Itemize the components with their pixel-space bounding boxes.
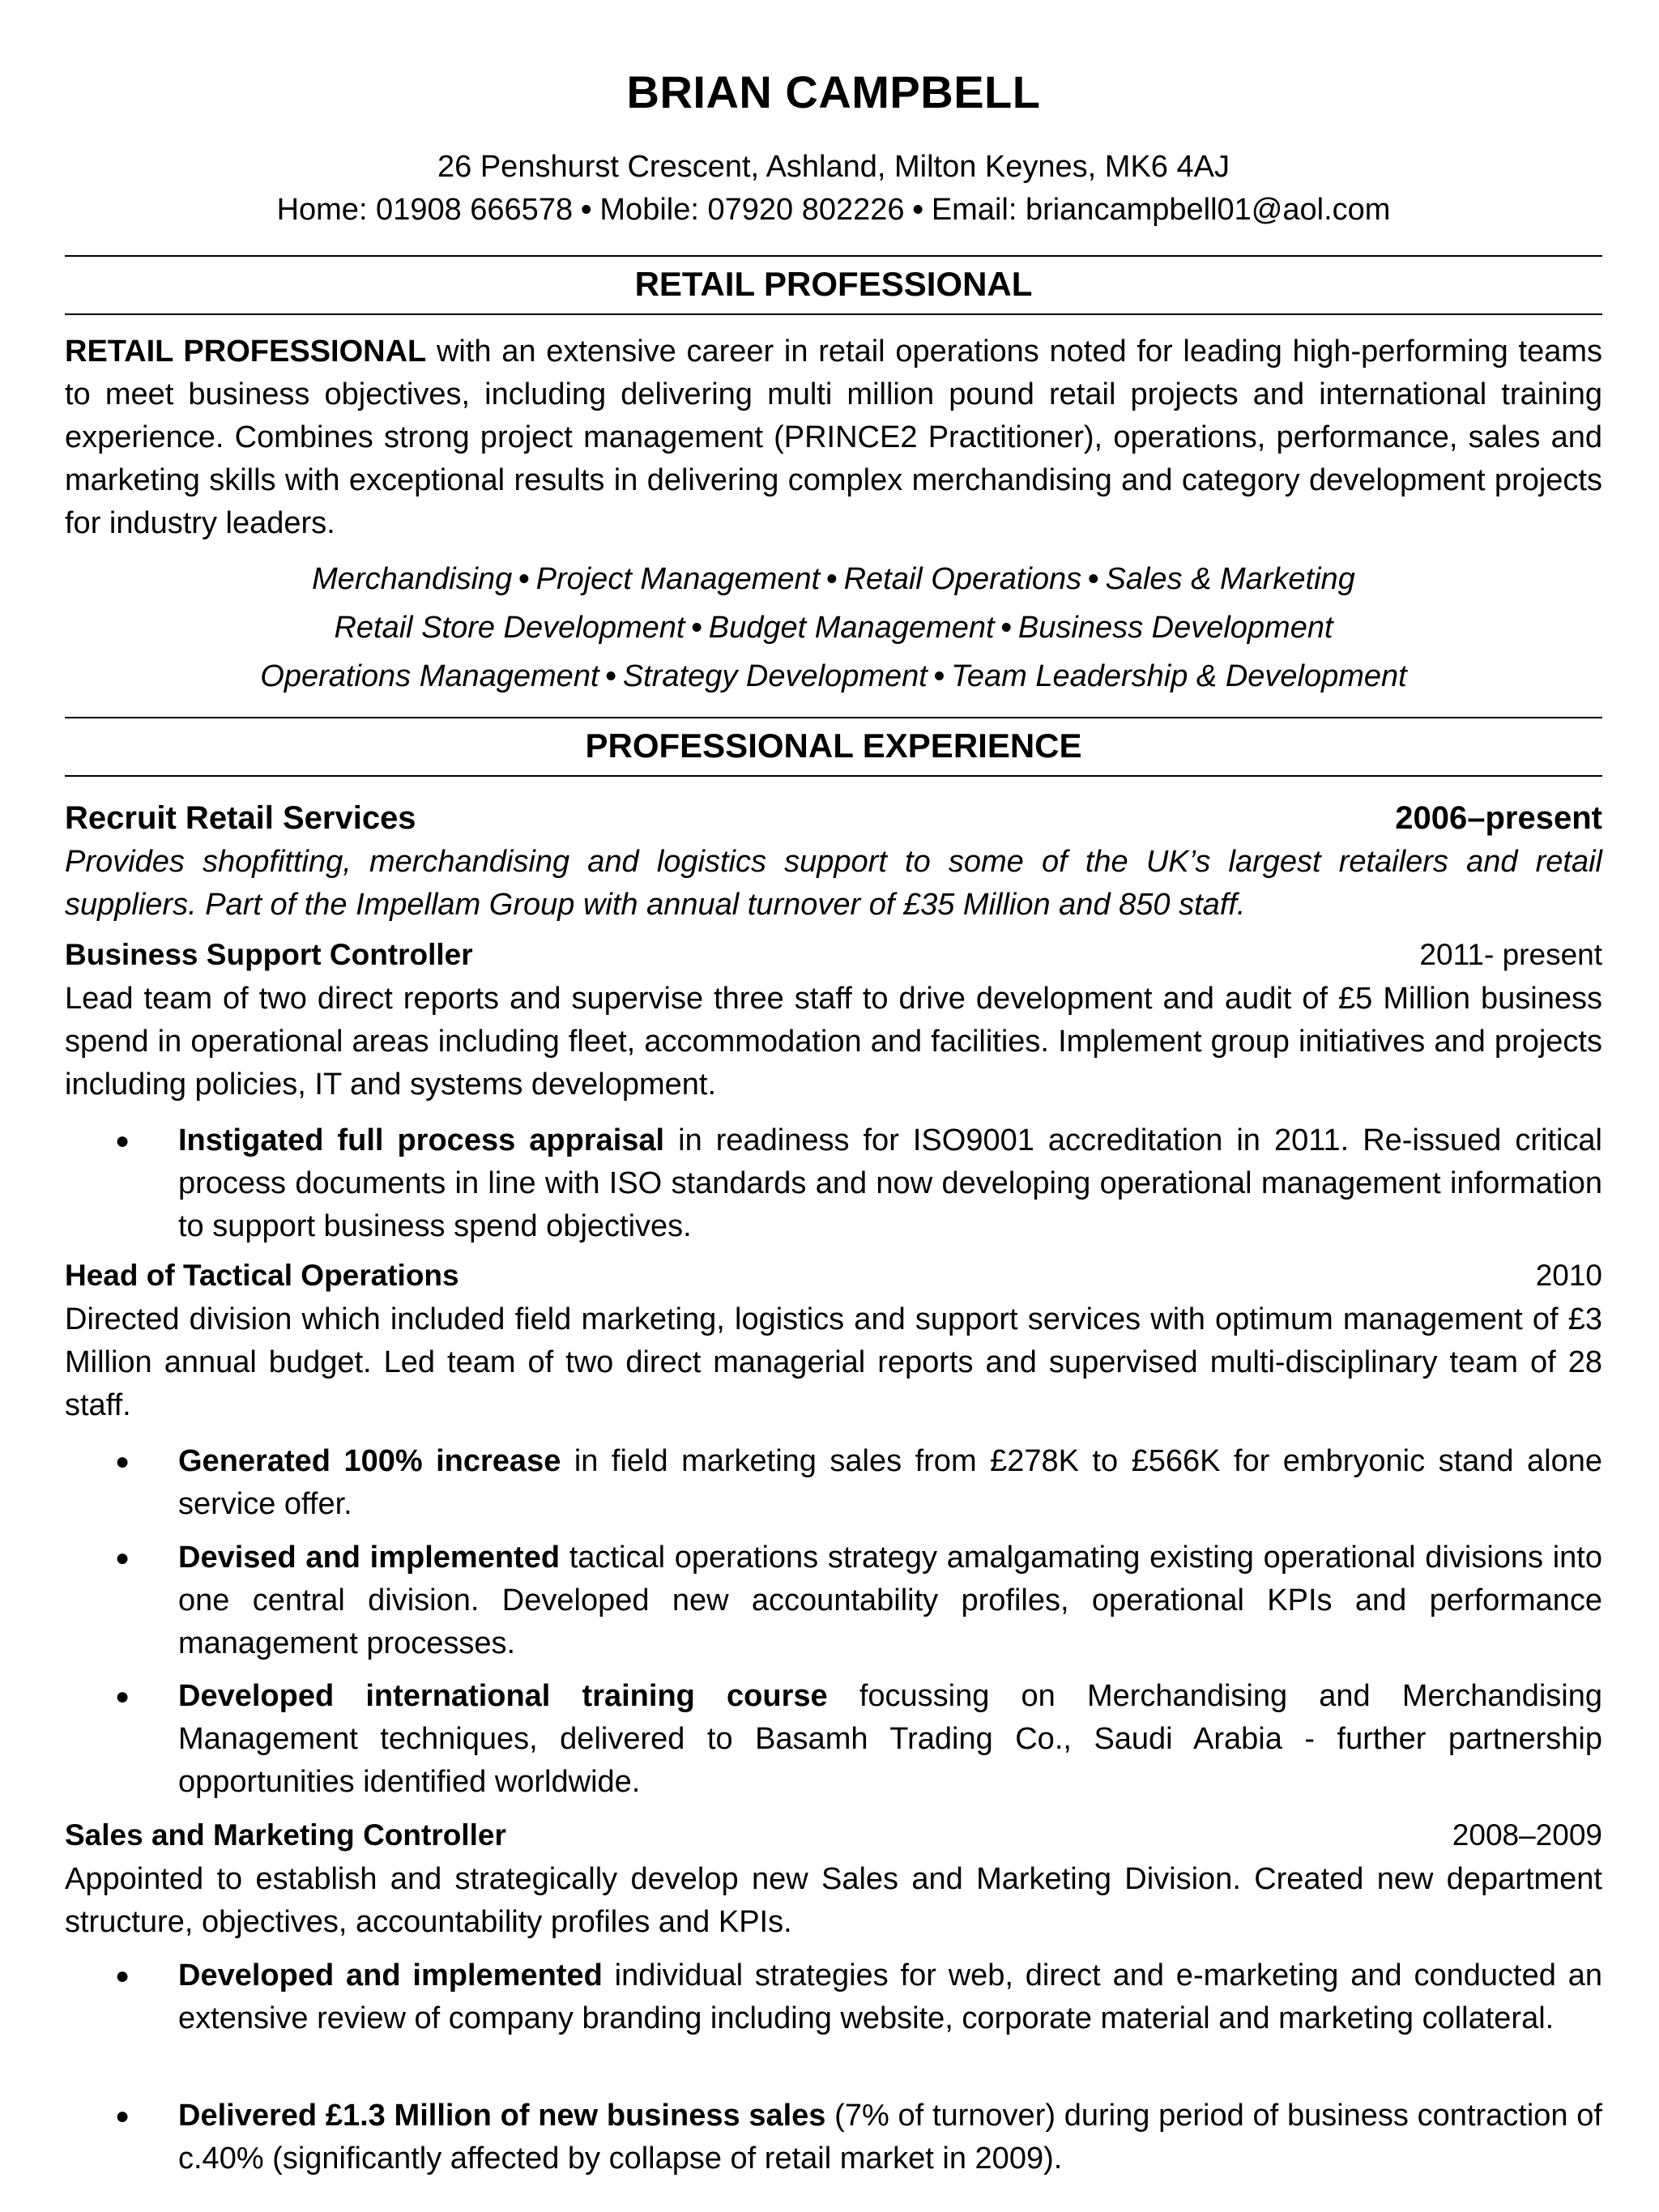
summary-lead: RETAIL PROFESSIONAL bbox=[65, 335, 427, 369]
separator-dot: • bbox=[933, 659, 945, 693]
role-description: Appointed to establish and strategically develop new Sales and Marketing Division. Created new department structure, objectives, accountability profiles and KPIs. bbox=[65, 1862, 1602, 1939]
achievement-bullet bbox=[114, 1954, 1602, 2040]
achievement-lead: Devised and implemented bbox=[178, 1541, 561, 1575]
achievement-lead: Delivered £1.3 Million of new business sales bbox=[178, 2099, 826, 2133]
role-description: Lead team of two direct reports and supervise three staff to drive development and audit of £5 Million business spend in operational areas including fleet, accommodation and facilities. Implement group initiatives and projects including policies, IT and systems development. bbox=[65, 982, 1602, 1102]
bullet-icon: ● bbox=[114, 1683, 130, 1710]
role-title: Business Support Controller bbox=[65, 938, 473, 971]
skill-item: Business Development bbox=[1017, 611, 1333, 645]
skill-item: Retail Operations bbox=[843, 562, 1082, 596]
role-row bbox=[65, 1814, 1602, 1856]
achievement-lead: Instigated full process appraisal bbox=[178, 1123, 665, 1157]
company-dates: 2006–present bbox=[1395, 800, 1602, 836]
separator-dot: • bbox=[1088, 562, 1099, 596]
resume-page bbox=[65, 0, 1602, 2212]
separator-dot: • bbox=[691, 611, 702, 645]
separator-dot: • bbox=[581, 193, 592, 227]
separator-dot: • bbox=[826, 562, 838, 596]
skill-item: Merchandising bbox=[312, 562, 513, 596]
separator-dot: • bbox=[605, 659, 616, 693]
role-title: Sales and Marketing Controller bbox=[65, 1818, 506, 1852]
role-dates: 2011- present bbox=[1419, 938, 1602, 971]
bullet-icon: ● bbox=[114, 1963, 130, 1989]
skill-item: Team Leadership & Development bbox=[951, 659, 1407, 693]
skills-list bbox=[65, 555, 1602, 701]
achievement-text: (7% of turnover) during period of business contraction of c.40% (significantly affected by collapse of retail market in 2009). bbox=[178, 2099, 1602, 2176]
achievement-bullet bbox=[114, 1440, 1602, 1526]
candidate-name: BRIAN CAMPBELL bbox=[626, 66, 1041, 117]
section-divider bbox=[65, 717, 1602, 718]
section-divider bbox=[65, 775, 1602, 777]
role-dates: 2010 bbox=[1535, 1259, 1602, 1292]
achievement-bullet bbox=[114, 2095, 1602, 2180]
achievement-text: tactical operations strategy amalgamating existing operational divisions into one central division. Developed new accountability profiles, operational KPIs and performance management processes. bbox=[178, 1541, 1602, 1660]
role-title: Head of Tactical Operations bbox=[65, 1259, 459, 1292]
company-description: Provides shopfitting, merchandising and logistics support to some of the UK’s largest retailers and retail suppliers. Part of the Impellam Group with annual turnover of £35 Million and 850 staff. bbox=[65, 845, 1602, 922]
skill-item: Project Management bbox=[535, 562, 821, 596]
profile-summary bbox=[65, 330, 1602, 545]
achievement-lead: Developed and implemented bbox=[178, 1958, 603, 1993]
section-divider bbox=[65, 313, 1602, 315]
home-phone: Home: 01908 666578 bbox=[276, 193, 574, 227]
skills-row bbox=[65, 652, 1602, 701]
achievement-lead: Developed international training course bbox=[178, 1679, 828, 1713]
achievement-text: focussing on Merchandising and Merchandising Management techniques, delivered to Basamh Trading Co., Saudi Arabia - further partnership opportunities identified worldwide. bbox=[178, 1679, 1602, 1799]
skills-row bbox=[65, 555, 1602, 603]
achievement-bullet bbox=[114, 1675, 1602, 1804]
separator-dot: • bbox=[1000, 611, 1012, 645]
separator-dot: • bbox=[518, 562, 530, 596]
contact-line bbox=[65, 189, 1602, 231]
skill-item: Budget Management bbox=[708, 611, 995, 645]
skill-item: Strategy Development bbox=[622, 659, 928, 693]
achievement-bullet bbox=[114, 1119, 1602, 1248]
bullet-icon: ● bbox=[114, 2103, 130, 2129]
role-description: Directed division which included field marketing, logistics and support services with optimum management of £3 Million annual budget. Led team of two direct managerial reports and supervised multi-disciplinary team of 28 staff. bbox=[65, 1302, 1602, 1422]
section-divider bbox=[65, 255, 1602, 257]
skill-item: Retail Store Development bbox=[334, 611, 685, 645]
achievement-lead: Generated 100% increase bbox=[178, 1444, 561, 1478]
company-name: Recruit Retail Services bbox=[65, 800, 416, 836]
mobile-phone: Mobile: 07920 802226 bbox=[599, 193, 905, 227]
bullet-icon: ● bbox=[114, 1448, 130, 1475]
address-line: 26 Penshurst Crescent, Ashland, Milton Keynes, MK6 4AJ bbox=[437, 150, 1230, 184]
skills-row bbox=[65, 603, 1602, 652]
achievement-bullet bbox=[114, 1536, 1602, 1665]
role-row bbox=[65, 934, 1602, 976]
achievement-text: individual strategies for web, direct and e-marketing and conducted an extensive review of company branding including website, corporate material and marketing collateral. bbox=[178, 1958, 1602, 2035]
company-row bbox=[65, 796, 1602, 840]
skill-item: Sales & Marketing bbox=[1105, 562, 1355, 596]
separator-dot: • bbox=[912, 193, 923, 227]
experience-section-title: PROFESSIONAL EXPERIENCE bbox=[585, 727, 1082, 765]
summary-text: with an extensive career in retail operations noted for leading high-performing teams to meet business objectives, including delivering multi million pound retail projects and international training experience. Combines strong project management (PRINCE2 Practitioner), operations, performance, sales and marketing skills with exceptional results in delivering complex merchandising and category development projects for industry leaders. bbox=[65, 335, 1602, 540]
bullet-icon: ● bbox=[114, 1545, 130, 1571]
achievement-text: in readiness for ISO9001 accreditation in 2011. Re-issued critical process documents in line with ISO standards and now developing operational management information to support business spend objectives. bbox=[178, 1123, 1602, 1243]
bullet-icon: ● bbox=[114, 1127, 130, 1154]
achievement-text: in field marketing sales from £278K to £566K for embryonic stand alone service offer. bbox=[178, 1444, 1602, 1521]
skill-item: Operations Management bbox=[260, 659, 599, 693]
role-dates: 2008–2009 bbox=[1452, 1818, 1602, 1852]
role-row bbox=[65, 1255, 1602, 1297]
profile-section-title: RETAIL PROFESSIONAL bbox=[634, 265, 1033, 303]
email-address: Email: briancampbell01@aol.com bbox=[931, 193, 1391, 227]
